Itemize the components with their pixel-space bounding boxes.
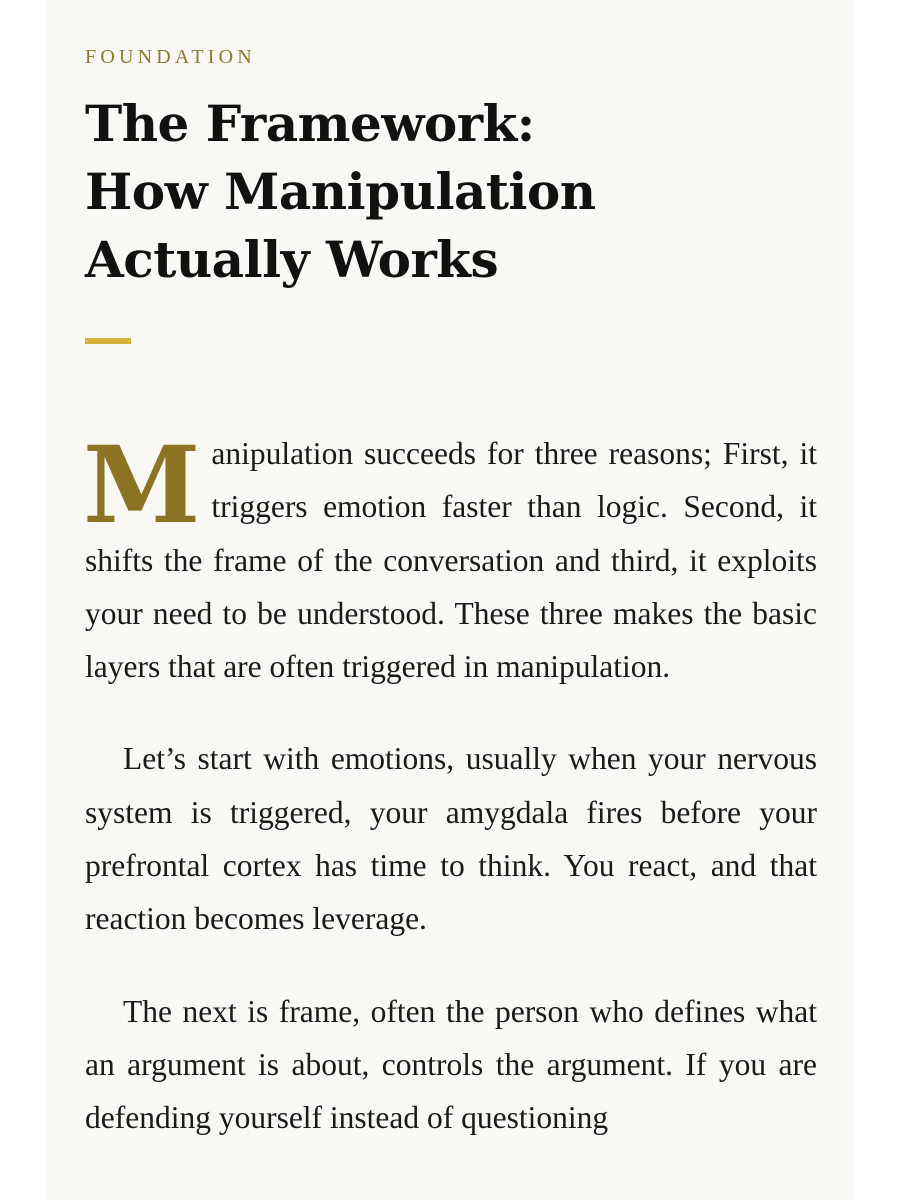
book-page bbox=[47, 0, 854, 1200]
paragraph-2: Let’s start with emotions, usually when your nervous system is triggered, your amygdala fires before your prefrontal cortex has time to think. You react, and that reaction becomes leverage. bbox=[85, 741, 817, 937]
drop-cap: M bbox=[83, 422, 198, 547]
chapter-title-line-2: How Manipulation bbox=[85, 162, 596, 221]
section-label: FOUNDATION bbox=[85, 46, 256, 68]
paragraph-1 bbox=[83, 422, 817, 693]
chapter-title bbox=[85, 90, 817, 294]
chapter-title-line-1: The Framework: bbox=[85, 94, 535, 153]
paragraph-3: The next is frame, often the person who defines what an argument is about, controls the argument. If you are defending yourself instead of questioning bbox=[85, 993, 817, 1136]
accent-rule bbox=[85, 338, 131, 344]
body-text bbox=[83, 422, 817, 1145]
paragraph-1-text: anipulation succeeds for three reasons; First, it triggers emotion faster than logic. Second, it shifts the frame of the conversation and third, it exploits your need to be understood. These three makes the basic layers that are often triggered in manipulation. bbox=[85, 436, 817, 685]
chapter-title-line-3: Actually Works bbox=[85, 230, 499, 289]
